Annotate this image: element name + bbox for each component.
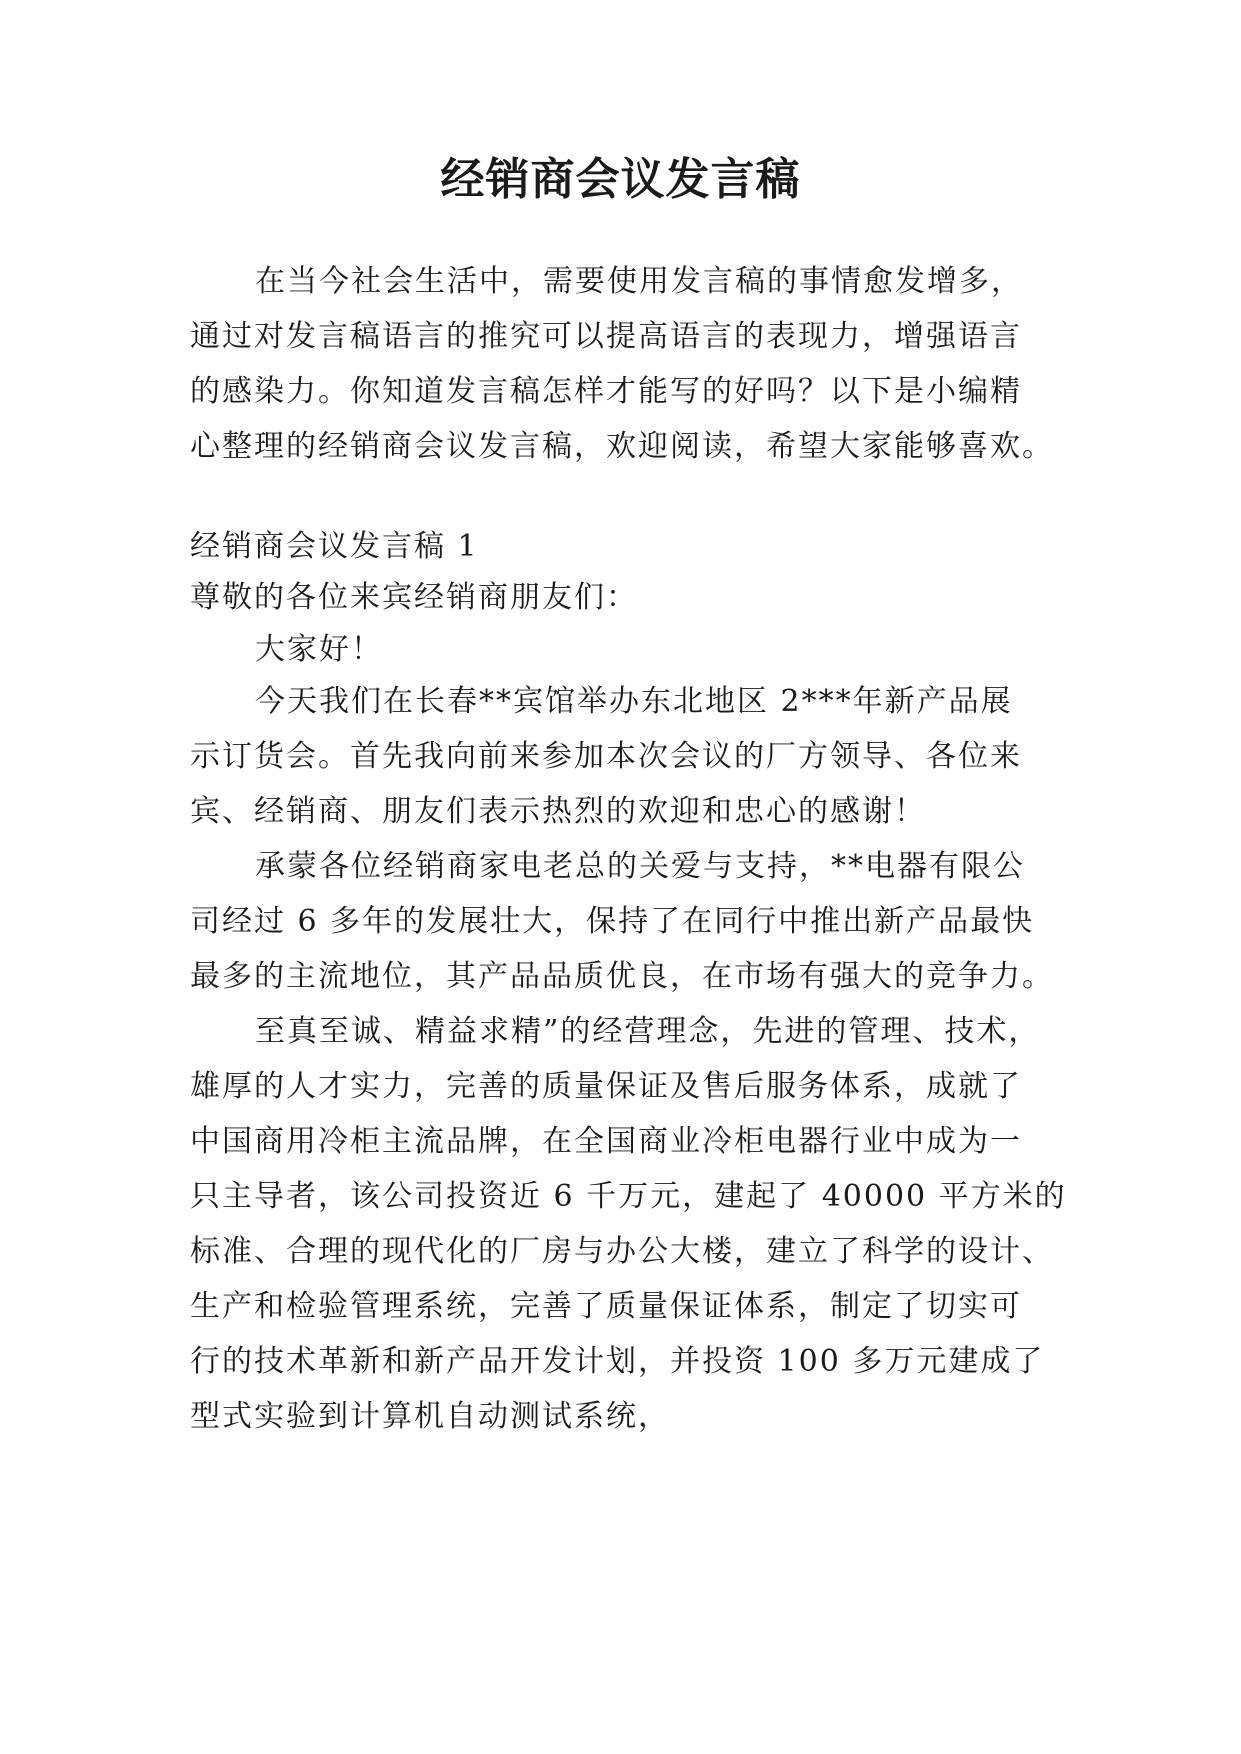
paragraph-line: 行的技术革新和新产品开发计划，并投资 100 多万元建成了 (190, 1344, 1045, 1379)
paragraph-line: 承蒙各位经销商家电老总的关爱与支持，**电器有限公 (255, 849, 1025, 884)
paragraph-line: 司经过 6 多年的发展壮大，保持了在同行中推出新产品最快 (190, 904, 1035, 939)
paragraph-line: 至真至诚、精益求精”的经营理念，先进的管理、技术， (255, 1014, 1041, 1049)
paragraph-line: 宾、经销商、朋友们表示热烈的欢迎和忠心的感谢！ (190, 794, 926, 829)
intro-line: 通过对发言稿语言的推究可以提高语言的表现力，增强语言 (190, 319, 1022, 354)
paragraph-line: 只主导者，该公司投资近 6 千万元，建起了 40000 平方米的 (190, 1179, 1067, 1214)
paragraph-line: 最多的主流地位，其产品品质优良，在市场有强大的竞争力。 (190, 959, 1054, 994)
paragraph-line: 雄厚的人才实力，完善的质量保证及售后服务体系，成就了 (190, 1069, 1022, 1104)
section-heading: 经销商会议发言稿 1 (190, 529, 479, 564)
paragraph-line: 型式实验到计算机自动测试系统， (190, 1399, 670, 1434)
paragraph-line: 示订货会。首先我向前来参加本次会议的厂方领导、各位来 (190, 739, 1022, 774)
paragraph-line: 生产和检验管理系统，完善了质量保证体系，制定了切实可 (190, 1289, 1022, 1324)
intro-line: 在当今社会生活中，需要使用发言稿的事情愈发增多， (255, 264, 1023, 299)
document-title: 经销商会议发言稿 (440, 154, 801, 205)
paragraph-line: 标准、合理的现代化的厂房与办公大楼，建立了科学的设计、 (190, 1234, 1054, 1269)
greeting: 大家好！ (255, 632, 383, 667)
intro-line: 的感染力。你知道发言稿怎样才能写的好吗？以下是小编精 (190, 374, 1022, 409)
intro-line: 心整理的经销商会议发言稿，欢迎阅读，希望大家能够喜欢。 (190, 429, 1054, 464)
salutation: 尊敬的各位来宾经销商朋友们： (190, 580, 638, 615)
paragraph-line: 今天我们在长春**宾馆举办东北地区 2***年新产品展 (255, 684, 1013, 719)
paragraph-line: 中国商用冷柜主流品牌，在全国商业冷柜电器行业中成为一 (190, 1124, 1022, 1159)
